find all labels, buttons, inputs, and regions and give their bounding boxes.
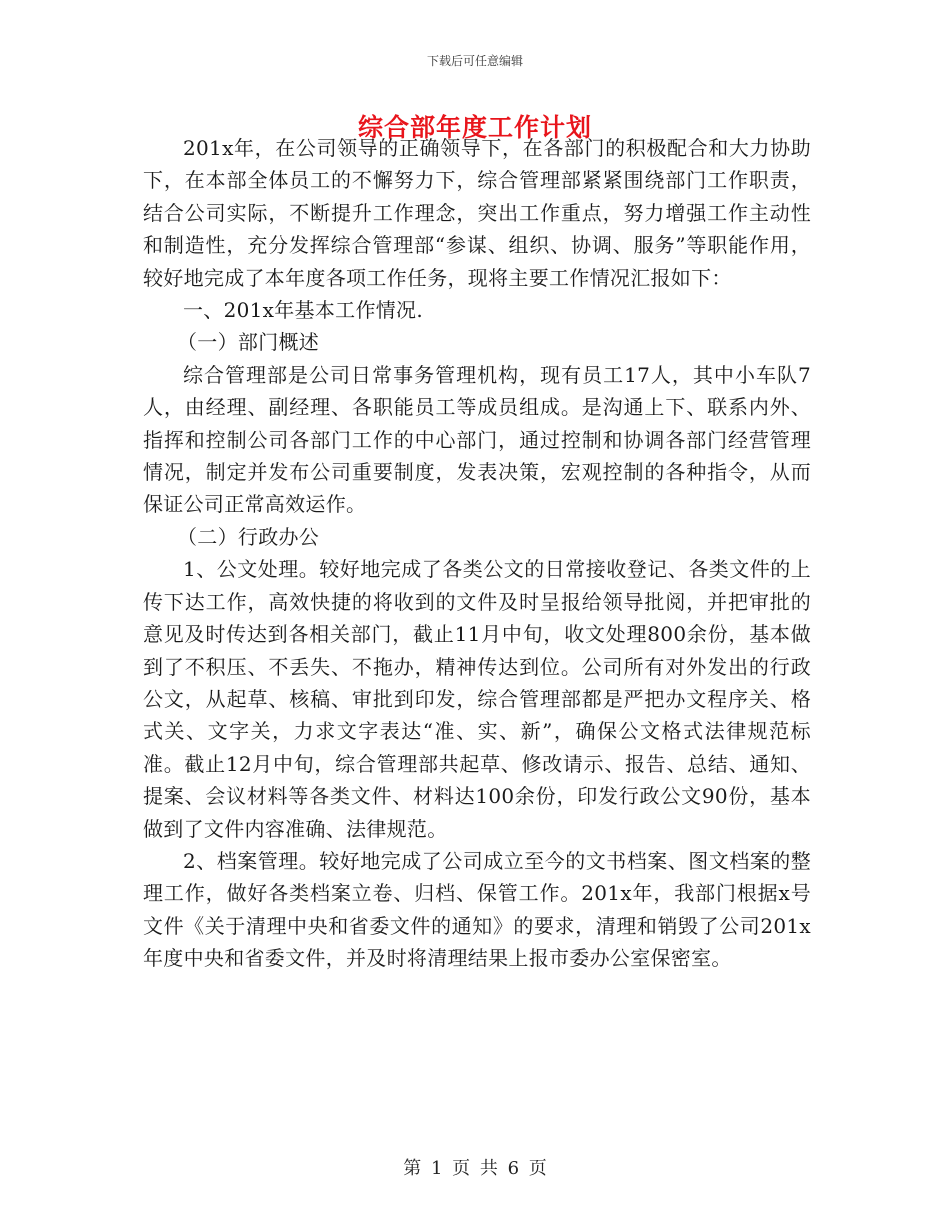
document-body	[143, 132, 811, 975]
page-header: 下载后可任意编辑	[426, 54, 523, 68]
subsection-heading-1: （一）部门概述	[177, 330, 320, 355]
page-number: 第 1 页 共 6 页	[403, 1158, 547, 1179]
archive-management-paragraph: 2、档案管理。较好地完成了公司成立至今的文书档案、图文档案的整理工作，做好各类档案立卷、归档、保管工作。201x年，我部门根据x号文件《关于清理中央和省委文件的通知》的要求，清理和销毁了公司201x年度中央和省委文件，并及时将清理结果上报市委办公室保密室。	[143, 848, 811, 971]
document-title: 综合部年度工作计划	[357, 113, 592, 142]
document-processing-paragraph: 1、公文处理。较好地完成了各类公文的日常接收登记、各类文件的上传下达工作，高效快捷的将收到的文件及时呈报给领导批阅，并把审批的意见及时传达到各相关部门，截止11月中旬，收文处理800余份，基本做到了不积压、不丢失、不拖办，精神传达到位。公司所有对外发出的行政公文，从起草、核稿、审批到印发，综合管理部都是严把办文程序关、格式关、文字关，力求文字表达“准、实、新”，确保公文格式法律规范标准。截止12月中旬，综合管理部共起草、修改请示、报告、总结、通知、提案、会议材料等各类文件、材料达100余份，印发行政公文90份，基本做到了文件内容准确、法律规范。	[143, 557, 811, 841]
intro-paragraph: 201x年，在公司领导的正确领导下，在各部门的积极配合和大力协助下，在本部全体员工的不懈努力下，综合管理部紧紧围绕部门工作职责，结合公司实际，不断提升工作理念，突出工作重点，努力增强工作主动性和制造性，充分发挥综合管理部“参谋、组织、协调、服务”等职能作用，较好地完成了本年度各项工作任务，现将主要工作情况汇报如下：	[143, 136, 811, 290]
subsection-heading-2: （二）行政办公	[177, 524, 320, 549]
department-overview-paragraph: 综合管理部是公司日常事务管理机构，现有员工17人，其中小车队7人，由经理、副经理、各职能员工等成员组成。是沟通上下、联系内外、指挥和控制公司各部门工作的中心部门，通过控制和协调各部门经营管理情况，制定并发布公司重要制度，发表决策，宏观控制的各种指令，从而保证公司正常高效运作。	[143, 362, 811, 517]
section-heading-1: 一、201x年基本工作情况.	[183, 298, 424, 323]
